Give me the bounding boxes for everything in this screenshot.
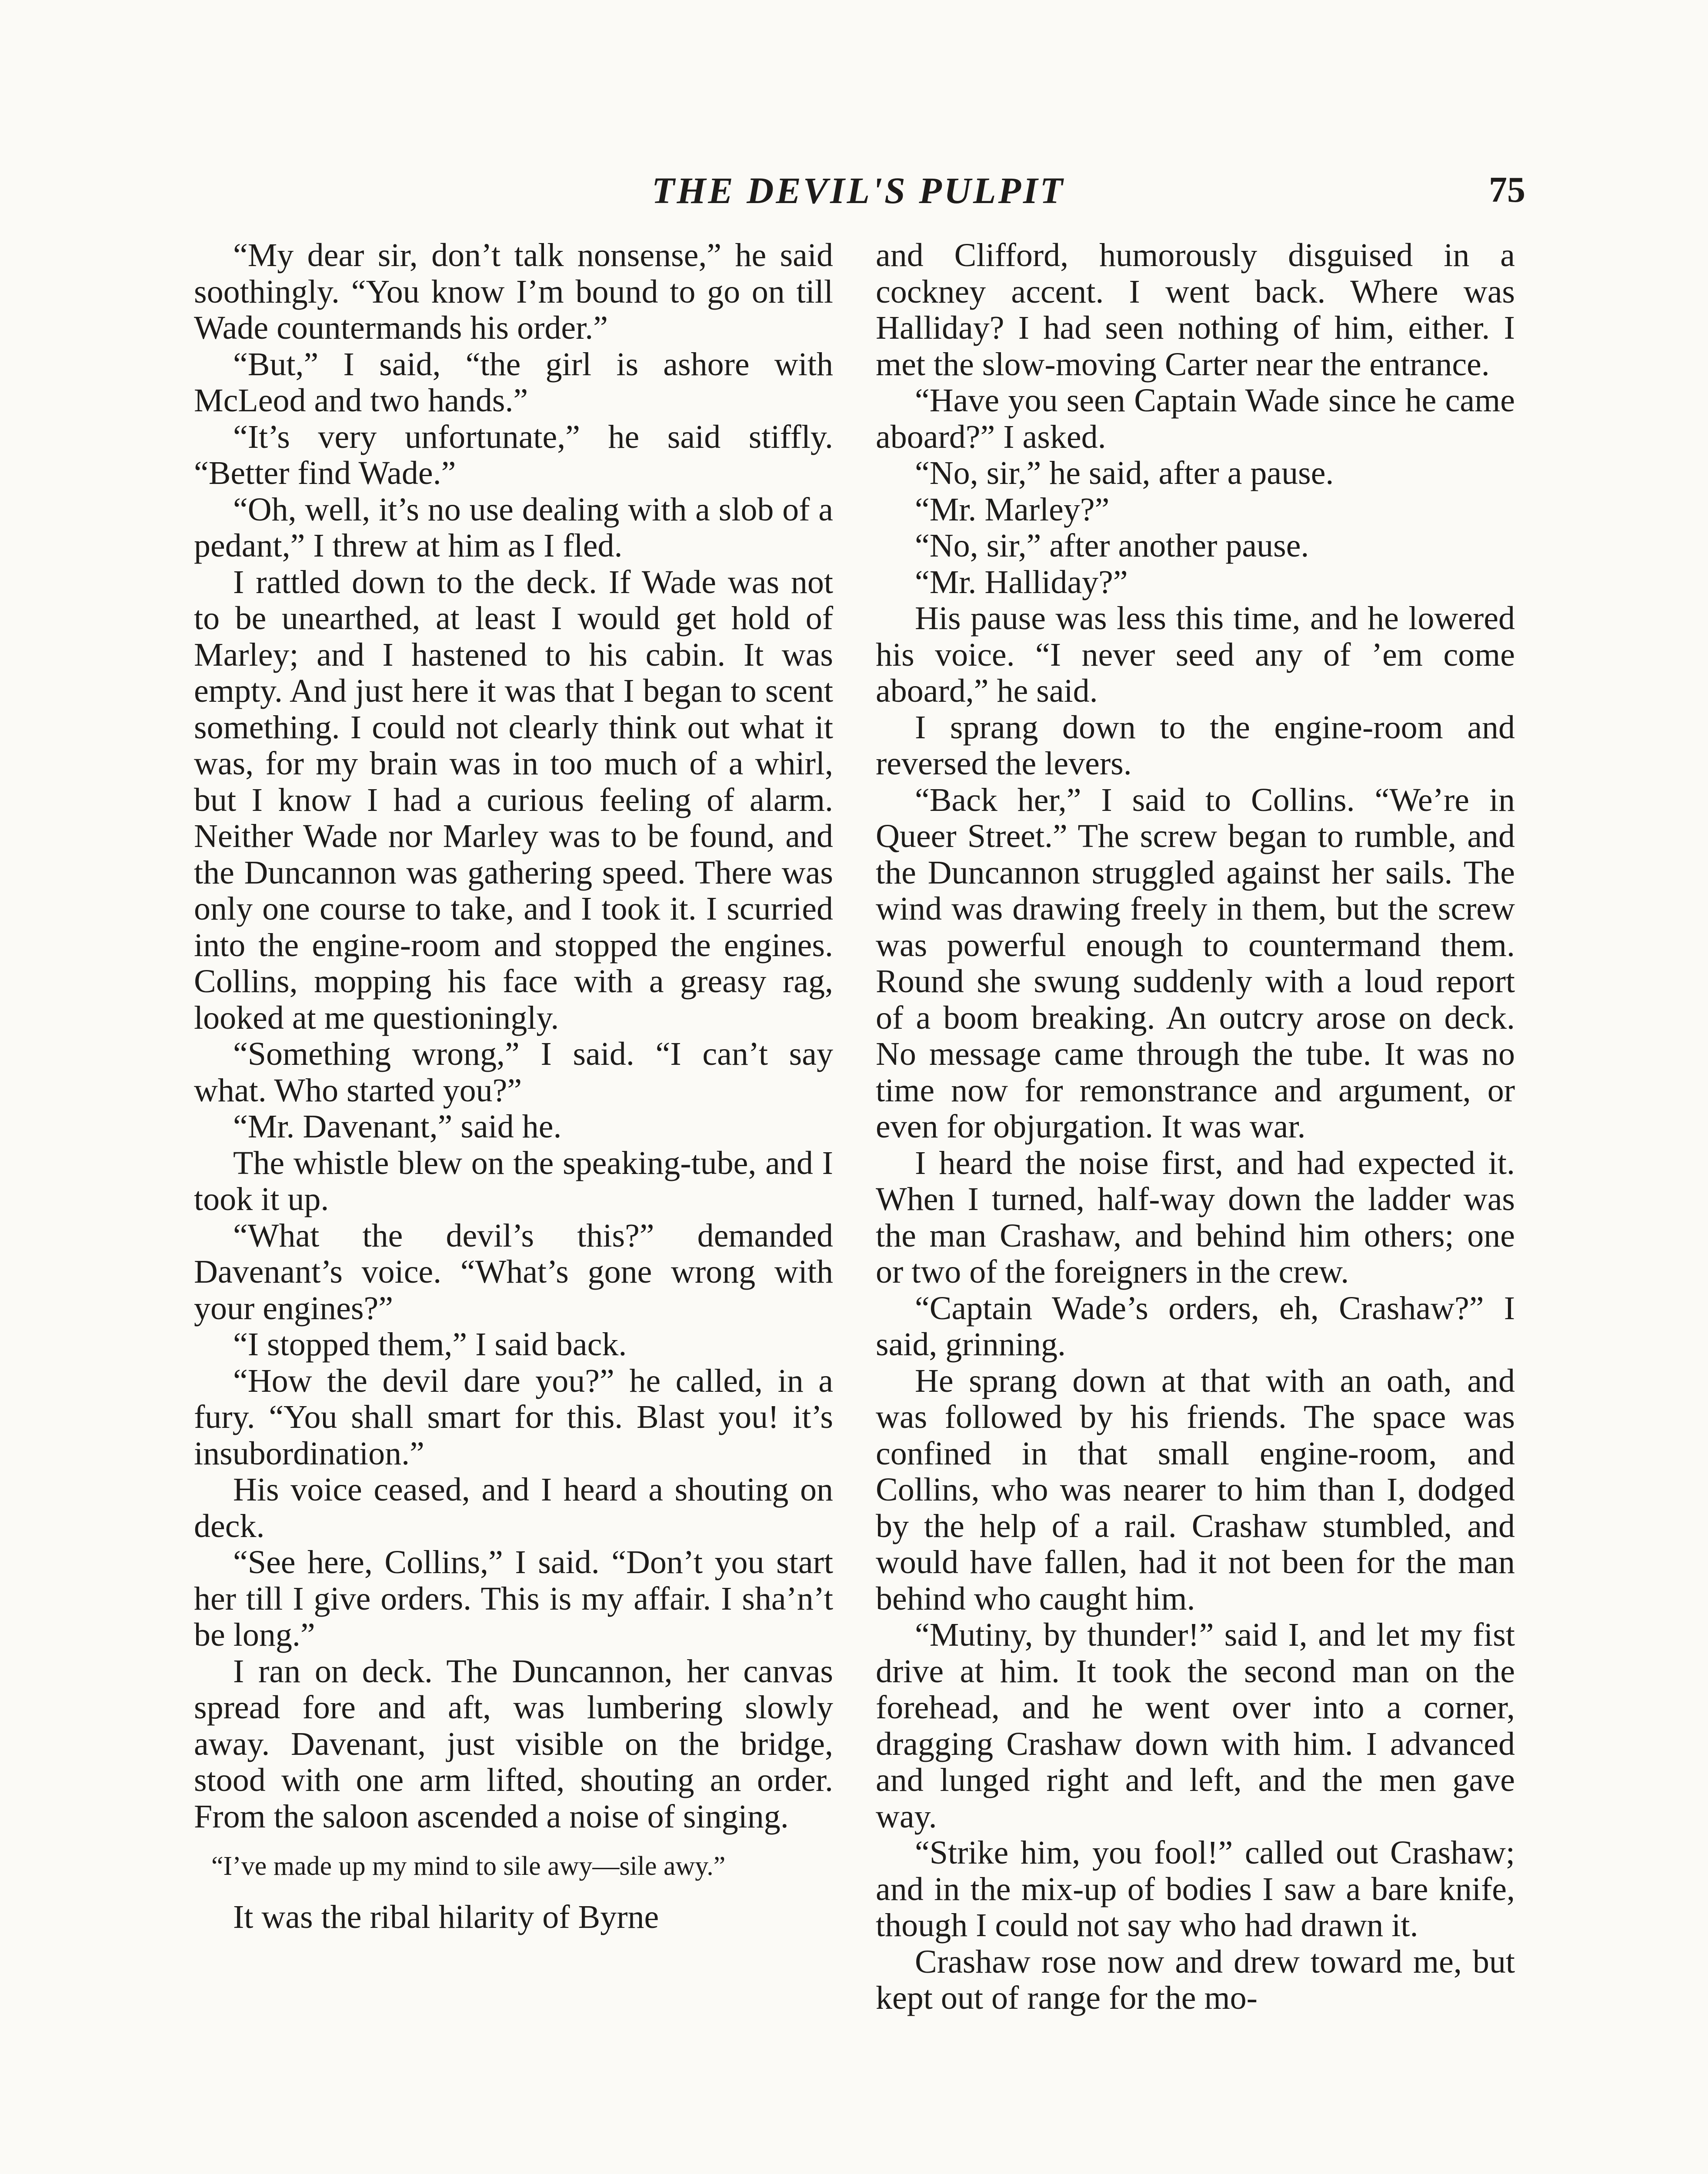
paragraph: I heard the noise first, and had expected it. When I turned, half-way down the ladder was the man Crashaw, and behind him others; one or two of the foreigners in the crew. [876, 1144, 1515, 1290]
paragraph: “Something wrong,” I said. “I can’t say what. Who started you?” [194, 1036, 833, 1109]
paragraph: The whistle blew on the speaking-tube, and I took it up. [194, 1144, 833, 1217]
paragraph: I sprang down to the engine-room and reversed the levers. [876, 709, 1515, 782]
paragraph: “See here, Collins,” I said. “Don’t you start her till I give orders. This is my affair. I sha’n’t be long.” [194, 1544, 833, 1653]
paragraph: “No, sir,” after another pause. [915, 527, 1309, 564]
paragraph: “It’s very unfortunate,” he said stiffly. “Better find Wade.” [194, 418, 833, 491]
paragraph: “How the devil dare you?” he called, in a fury. “You shall smart for this. Blast you! it’s insubordination.” [194, 1362, 833, 1472]
paragraph: “Mutiny, by thunder!” said I, and let my fist drive at him. It took the second man on the forehead, and he went over into a corner, dragging Crashaw down with him. I advanced and lunged right and left, and the men gave way. [876, 1617, 1515, 1835]
paragraph: His pause was less this time, and he lowered his voice. “I never seed any of ’em come aboard,” he said. [876, 600, 1515, 709]
paragraph: “My dear sir, don’t talk nonsense,” he said soothingly. “You know I’m bound to go on till Wade countermands his order.” [194, 237, 833, 346]
paragraph: “I stopped them,” I said back. [233, 1326, 627, 1363]
paragraph: “But,” I said, “the girl is ashore with McLeod and two hands.” [194, 346, 833, 419]
paragraph: “Mr. Halliday?” [915, 564, 1128, 600]
song-quote: “I’ve made up my mind to sile awy—sile awy.” [211, 1851, 726, 1881]
paragraph: Crashaw rose now and drew toward me, but kept out of range for the mo- [876, 1943, 1515, 2016]
right-column [876, 237, 1515, 2017]
paragraph: I rattled down to the deck. If Wade was not to be unearthed, at least I would get hold of Marley; and I hastened to his cabin. It was empty. And just here it was that I began to scent something. I could not clearly think out what it was, for my brain was in too much of a whirl, but I know I had a curious feeling of alarm. Neither Wade nor Marley was to be found, and the Duncannon was gathering speed. There was only one course to take, and I took it. I scurried into the engine-room and stopped the engines. Collins, mopping his face with a greasy rag, looked at me questioningly. [194, 564, 833, 1036]
paragraph: His voice ceased, and I heard a shouting on deck. [194, 1471, 833, 1544]
paragraph: “What the devil’s this?” demanded Davenant’s voice. “What’s gone wrong with your engines?” [194, 1217, 833, 1327]
paragraph: “Back her,” I said to Collins. “We’re in Queer Street.” The screw began to rumble, and the Duncannon struggled against her sails. The wind was drawing freely in them, but the screw was powerful enough to countermand them. Round she swung suddenly with a loud report of a boom breaking. An outcry arose on deck. No message came through the tube. It was no time now for remonstrance and argument, or even for objurgation. It was war. [876, 781, 1515, 1145]
paragraph: and Clifford, humorously disguised in a cockney accent. I went back. Where was Halliday? I had seen nothing of him, either. I met the slow-moving Carter near the entrance. [876, 237, 1515, 383]
paragraph: “Oh, well, it’s no use dealing with a slob of a pedant,” I threw at him as I fled. [194, 491, 833, 564]
paragraph: It was the ribal hilarity of Byrne [233, 1899, 659, 1935]
paragraph: “Strike him, you fool!” called out Crashaw; and in the mix-up of bodies I saw a bare knife, though I could not say who had drawn it. [876, 1834, 1515, 1944]
paragraph: “Captain Wade’s orders, eh, Crashaw?” I said, grinning. [876, 1290, 1515, 1363]
paragraph: “Mr. Marley?” [915, 491, 1110, 528]
page-number: 75 [1489, 170, 1525, 210]
paragraph: I ran on deck. The Duncannon, her canvas spread fore and aft, was lumbering slowly away. Davenant, just visible on the bridge, stood with one arm lifted, shouting an order. From the saloon ascended a noise of singing. [194, 1653, 833, 1835]
running-title: THE DEVIL'S PULPIT [651, 170, 1065, 211]
left-column [194, 237, 833, 1936]
paragraph: He sprang down at that with an oath, and was followed by his friends. The space was confined in that small engine-room, and Collins, who was nearer to him than I, dodged by the help of a rail. Crashaw stumbled, and would have fallen, had it not been for the man behind who caught him. [876, 1362, 1515, 1617]
running-header [191, 169, 1525, 221]
paragraph: “Mr. Davenant,” said he. [233, 1108, 562, 1145]
paragraph: “Have you seen Captain Wade since he came aboard?” I asked. [876, 382, 1515, 455]
paragraph: “No, sir,” he said, after a pause. [915, 455, 1334, 491]
